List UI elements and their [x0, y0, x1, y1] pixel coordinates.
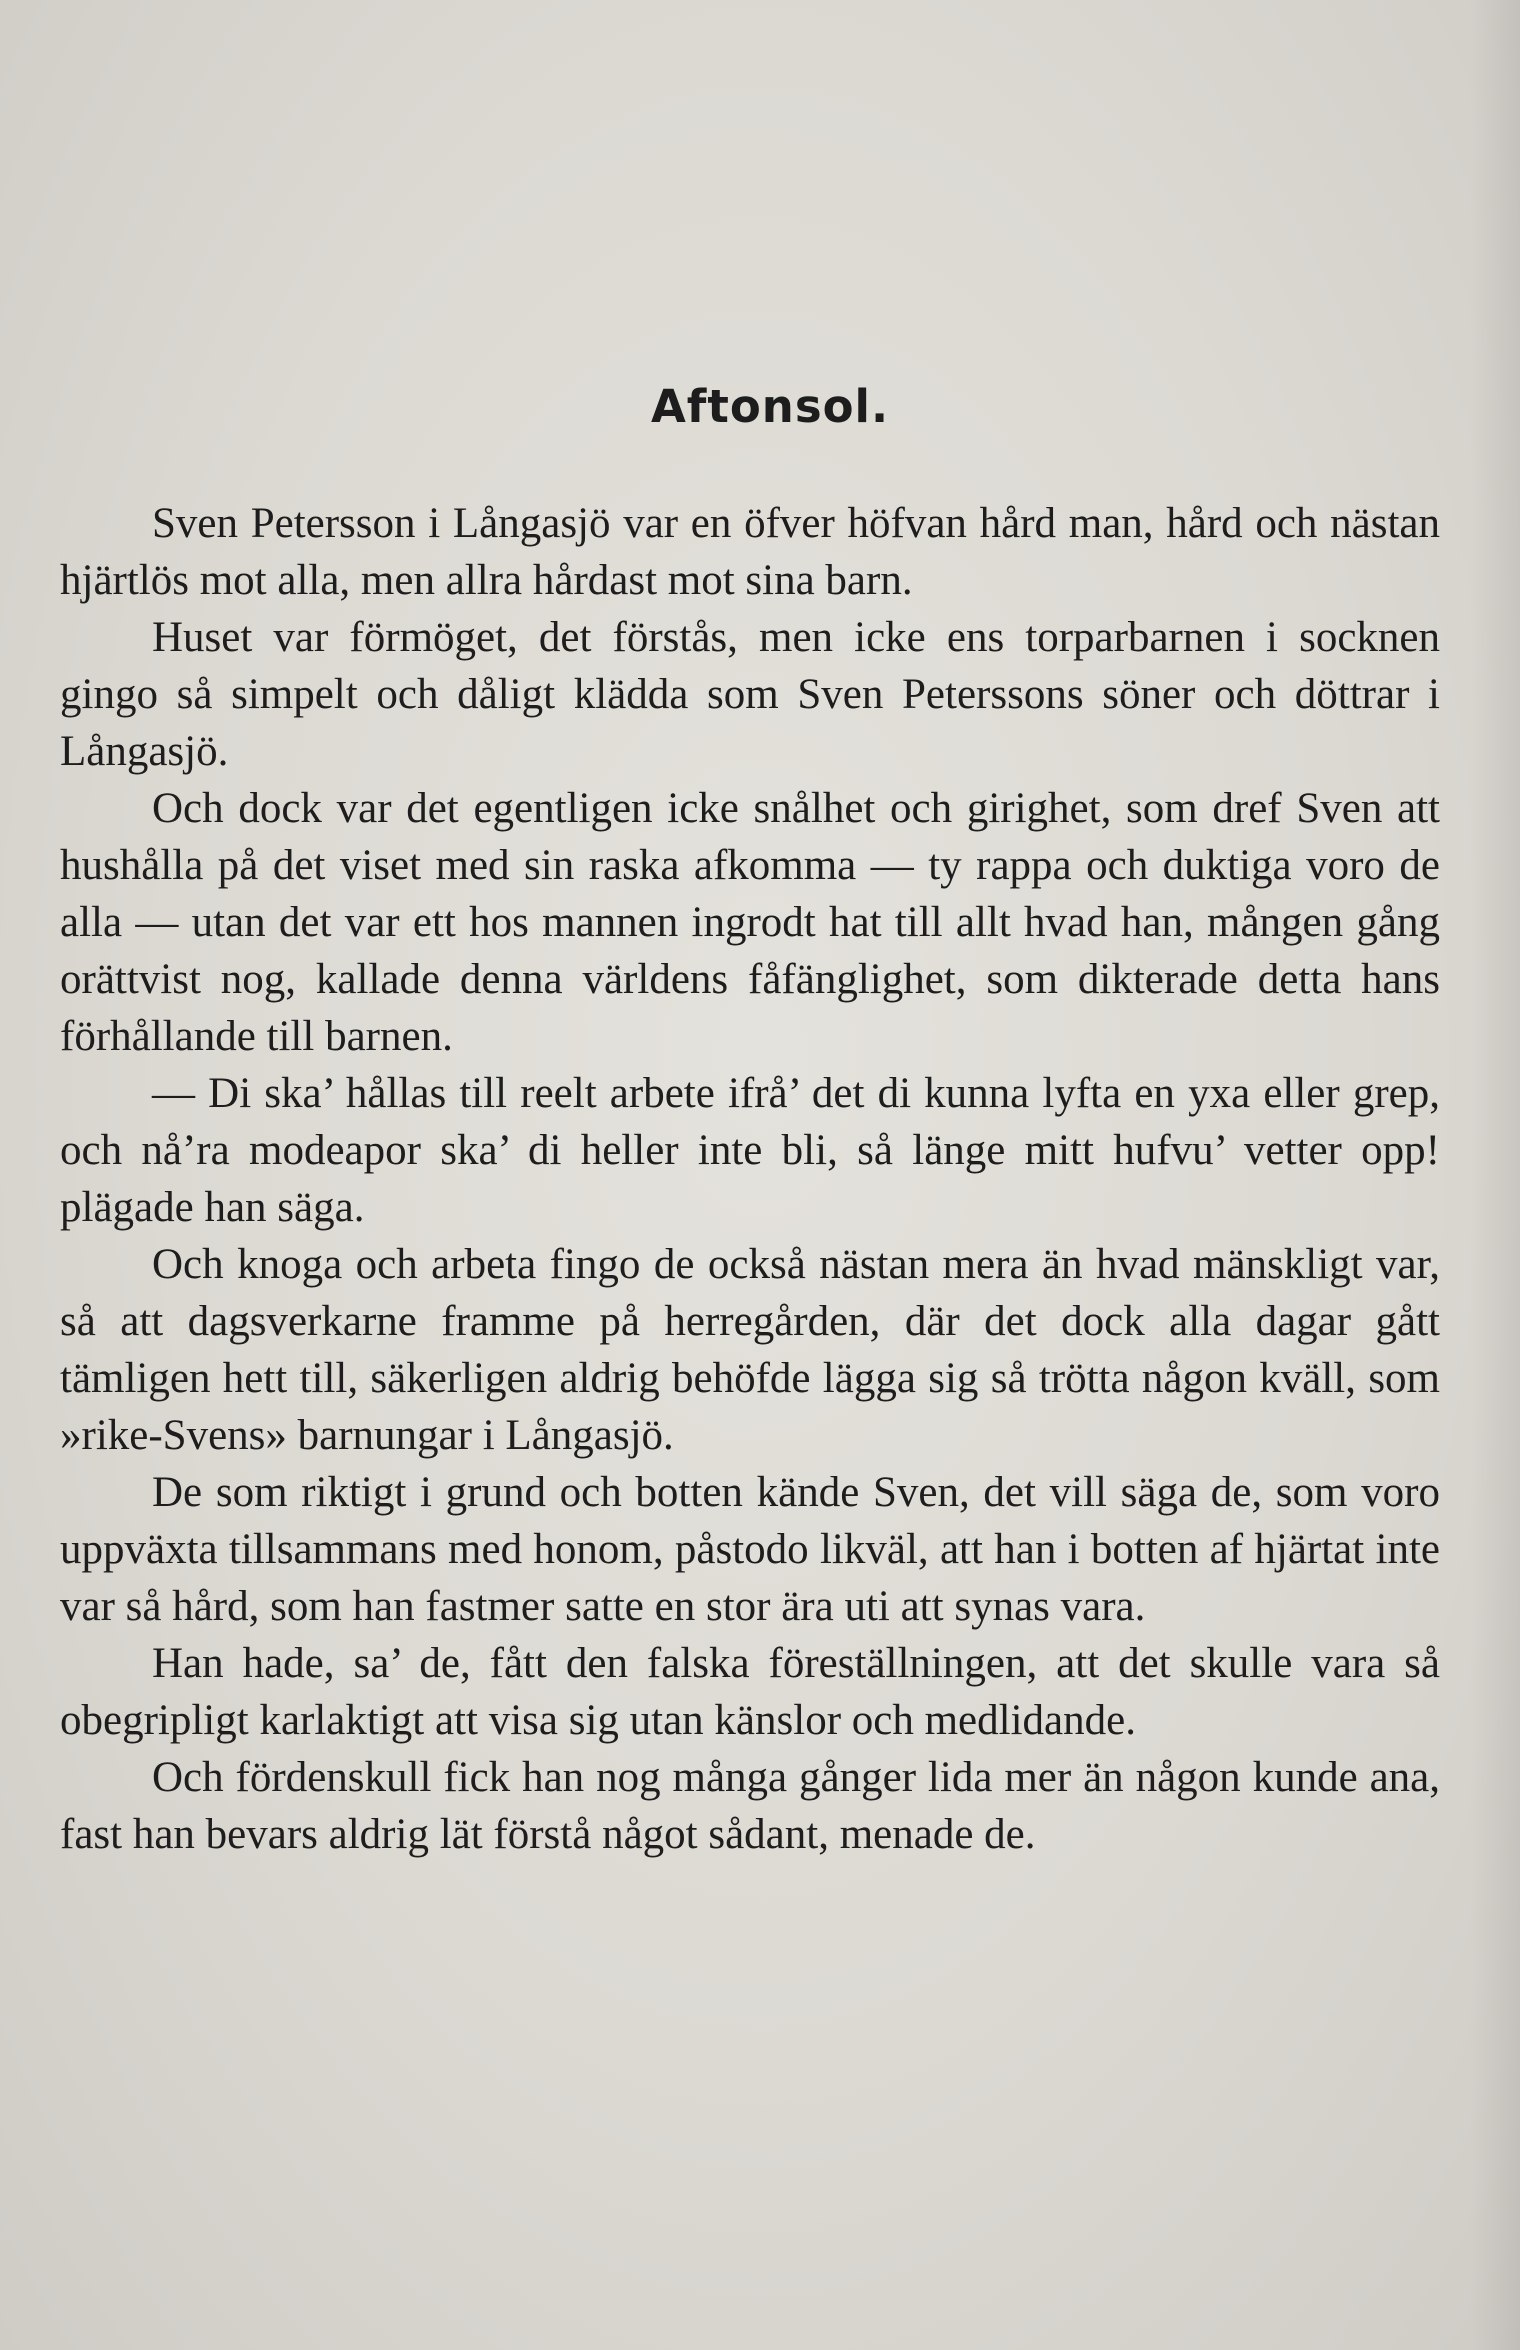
paragraph: Och fördenskull fick han nog många gånger lida mer än någon kunde ana, fast han bevars aldrig lät förstå något sådant, menade de. — [60, 1754, 1440, 1858]
paragraph: De som riktigt i grund och botten kände Sven, det vill säga de, som voro uppväxta tillsammans med honom, påstodo likväl, att han i botten af hjärtat inte var så hård, som han fastmer satte en stor ära uti att synas vara. — [60, 1469, 1440, 1630]
paragraph: Och knoga och arbeta fingo de också nästan mera än hvad mänskligt var, så att dagsverkarne framme på herregården, där det dock alla dagar gått tämligen hett till, säkerligen aldrig behöfde lägga sig så trötta någon kväll, som »rike-Svens» barnungar i Långasjö. — [60, 1241, 1440, 1459]
paragraph: Huset var förmöget, det förstås, men icke ens torparbarnen i socknen gingo så simpelt och dåligt klädda som Sven Peterssons söner och döttrar i Långasjö. — [60, 614, 1440, 775]
paragraph: Han hade, sa’ de, fått den falska föreställningen, att det skulle vara så obegripligt karlaktigt att visa sig utan känslor och medlidande. — [60, 1640, 1440, 1744]
paragraph: — Di ska’ hållas till reelt arbete ifrå’ det di kunna lyfta en yxa eller grep, och nå’ra modeapor ska’ di heller inte bli, så länge mitt hufvu’ vetter opp! plägade han säga. — [60, 1070, 1440, 1231]
body-text — [60, 495, 1440, 1863]
page-content — [60, 380, 1440, 1863]
paragraph: Och dock var det egentligen icke snålhet och girighet, som dref Sven att hushålla på det viset med sin raska afkomma — ty rappa och duktiga voro de alla — utan det var ett hos mannen ingrodt hat till allt hvad han, mången gång orättvist nog, kallade denna världens fåfänglighet, som dikterade detta hans förhållande till barnen. — [60, 785, 1440, 1060]
page-edge-shadow — [1470, 0, 1520, 2350]
paragraph: Sven Petersson i Långasjö var en öfver höfvan hård man, hård och nästan hjärtlös mot alla, men allra hårdast mot sina barn. — [60, 500, 1440, 604]
chapter-title: Aftonsol. — [650, 380, 890, 433]
